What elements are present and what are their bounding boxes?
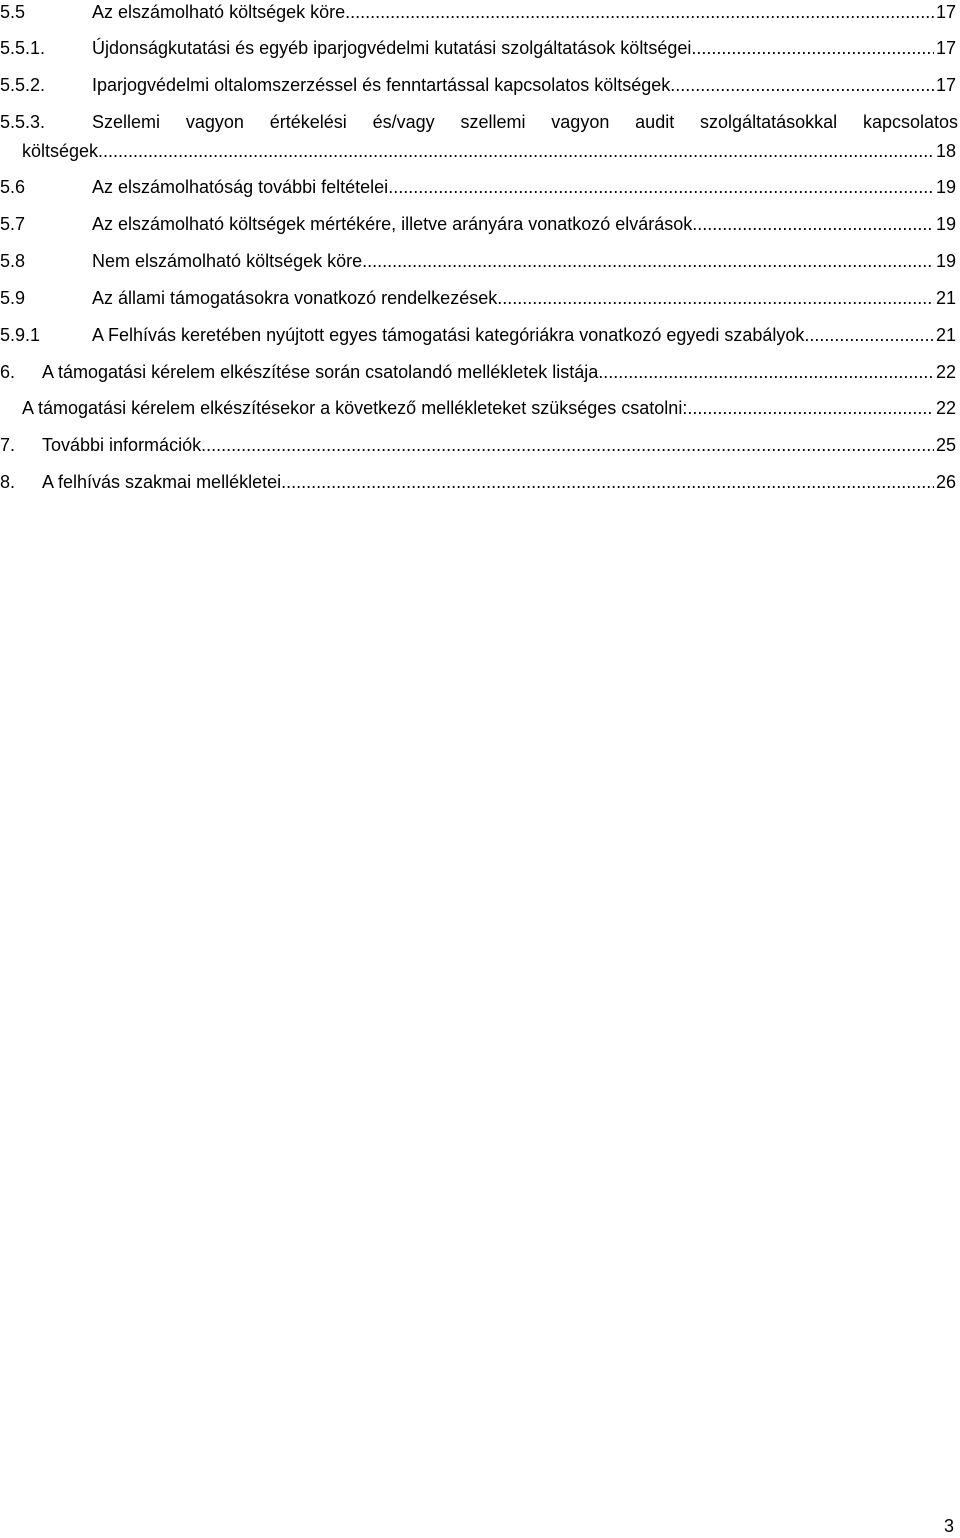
toc-entry-title: A támogatási kérelem elkészítése során csatolandó mellékletek listája bbox=[42, 362, 599, 382]
toc-entry[interactable] bbox=[0, 212, 960, 236]
toc-entry[interactable] bbox=[0, 470, 960, 494]
toc-entry-page: 26 bbox=[935, 472, 956, 492]
toc-dot-leader bbox=[281, 470, 934, 494]
toc-entry-page: 25 bbox=[935, 435, 956, 455]
toc-dot-leader bbox=[670, 73, 934, 97]
toc-entry[interactable] bbox=[0, 360, 960, 384]
toc-entry-continuation[interactable] bbox=[0, 139, 960, 163]
toc-entry-number: 5.7 bbox=[0, 214, 26, 234]
toc-entry-title-line1: Szellemi vagyon értékelési és/vagy szellemi vagyon audit szolgáltatásokkal kapcsolatos bbox=[92, 112, 958, 132]
toc-entry-title-line2: költségek bbox=[22, 141, 99, 161]
toc-entry-page: 19 bbox=[935, 177, 956, 197]
toc-entry[interactable] bbox=[0, 433, 960, 457]
toc-entry-number: 5.5 bbox=[0, 2, 26, 22]
toc-entry-number: 5.9 bbox=[0, 288, 26, 308]
toc-entry-page: 19 bbox=[935, 214, 956, 234]
toc-entry-title: Nem elszámolható költségek köre bbox=[92, 251, 363, 271]
toc-entry-page: 17 bbox=[935, 75, 956, 95]
toc-dot-leader bbox=[362, 249, 934, 273]
toc-entry-title: A Felhívás keretében nyújtott egyes támogatási kategóriákra vonatkozó egyedi szabályok bbox=[92, 325, 805, 345]
toc-entry-number: 5.5.1. bbox=[0, 38, 46, 58]
toc-entry[interactable] bbox=[0, 323, 960, 347]
toc-entry-page: 19 bbox=[935, 251, 956, 271]
toc-entry[interactable] bbox=[0, 0, 960, 24]
toc-dot-leader bbox=[345, 0, 934, 24]
toc-entry[interactable] bbox=[0, 36, 960, 60]
toc-dot-leader bbox=[388, 175, 934, 199]
toc-dot-leader bbox=[804, 323, 934, 347]
toc-entry-number: 6. bbox=[0, 362, 16, 382]
toc-entry-number: 5.6 bbox=[0, 177, 26, 197]
toc-entry-page: 21 bbox=[935, 288, 956, 308]
toc-entry-page: 22 bbox=[935, 398, 956, 418]
toc-dot-leader bbox=[201, 433, 934, 457]
toc-entry-number: 5.5.3. bbox=[0, 112, 46, 132]
toc-entry-number: 5.5.2. bbox=[0, 75, 46, 95]
toc-dot-leader bbox=[691, 36, 934, 60]
toc-entry[interactable] bbox=[0, 175, 960, 199]
toc-entry[interactable] bbox=[0, 110, 960, 134]
toc-entry-page: 21 bbox=[935, 325, 956, 345]
toc-entry-title: Újdonságkutatási és egyéb iparjogvédelmi kutatási szolgáltatások költségei bbox=[92, 38, 692, 58]
toc-entry[interactable] bbox=[0, 249, 960, 273]
toc-entry-page: 18 bbox=[935, 141, 956, 161]
toc-entry-title: Az elszámolható költségek mértékére, illetve arányára vonatkozó elvárások bbox=[92, 214, 693, 234]
toc-entry-page: 17 bbox=[935, 38, 956, 58]
toc-entry-title: További információk bbox=[42, 435, 202, 455]
toc-entry-page: 22 bbox=[935, 362, 956, 382]
toc-entry-title: Az elszámolhatóság további feltételei bbox=[92, 177, 389, 197]
toc-dot-leader bbox=[687, 396, 934, 420]
toc-entry-page: 17 bbox=[935, 2, 956, 22]
toc-entry[interactable] bbox=[0, 396, 960, 420]
toc-dot-leader bbox=[497, 286, 934, 310]
page-number: 3 bbox=[943, 1516, 954, 1536]
toc-entry-number: 5.8 bbox=[0, 251, 26, 271]
toc-entry-title: A támogatási kérelem elkészítésekor a következő mellékleteket szükséges csatolni: bbox=[22, 398, 688, 418]
toc-entry-title: Az állami támogatásokra vonatkozó rendelkezések bbox=[92, 288, 498, 308]
toc-entry-number: 5.9.1 bbox=[0, 325, 41, 345]
toc-entry-number: 7. bbox=[0, 435, 16, 455]
toc-entry-title: Az elszámolható költségek köre bbox=[92, 2, 346, 22]
toc-entry-title: A felhívás szakmai mellékletei bbox=[42, 472, 282, 492]
toc-entry-number: 8. bbox=[0, 472, 16, 492]
toc-entry[interactable] bbox=[0, 73, 960, 97]
toc-entry[interactable] bbox=[0, 286, 960, 310]
toc-dot-leader bbox=[692, 212, 934, 236]
toc-dot-leader bbox=[598, 360, 934, 384]
toc-entry-title: Iparjogvédelmi oltalomszerzéssel és fenntartással kapcsolatos költségek bbox=[92, 75, 671, 95]
toc-dot-leader bbox=[98, 139, 934, 163]
